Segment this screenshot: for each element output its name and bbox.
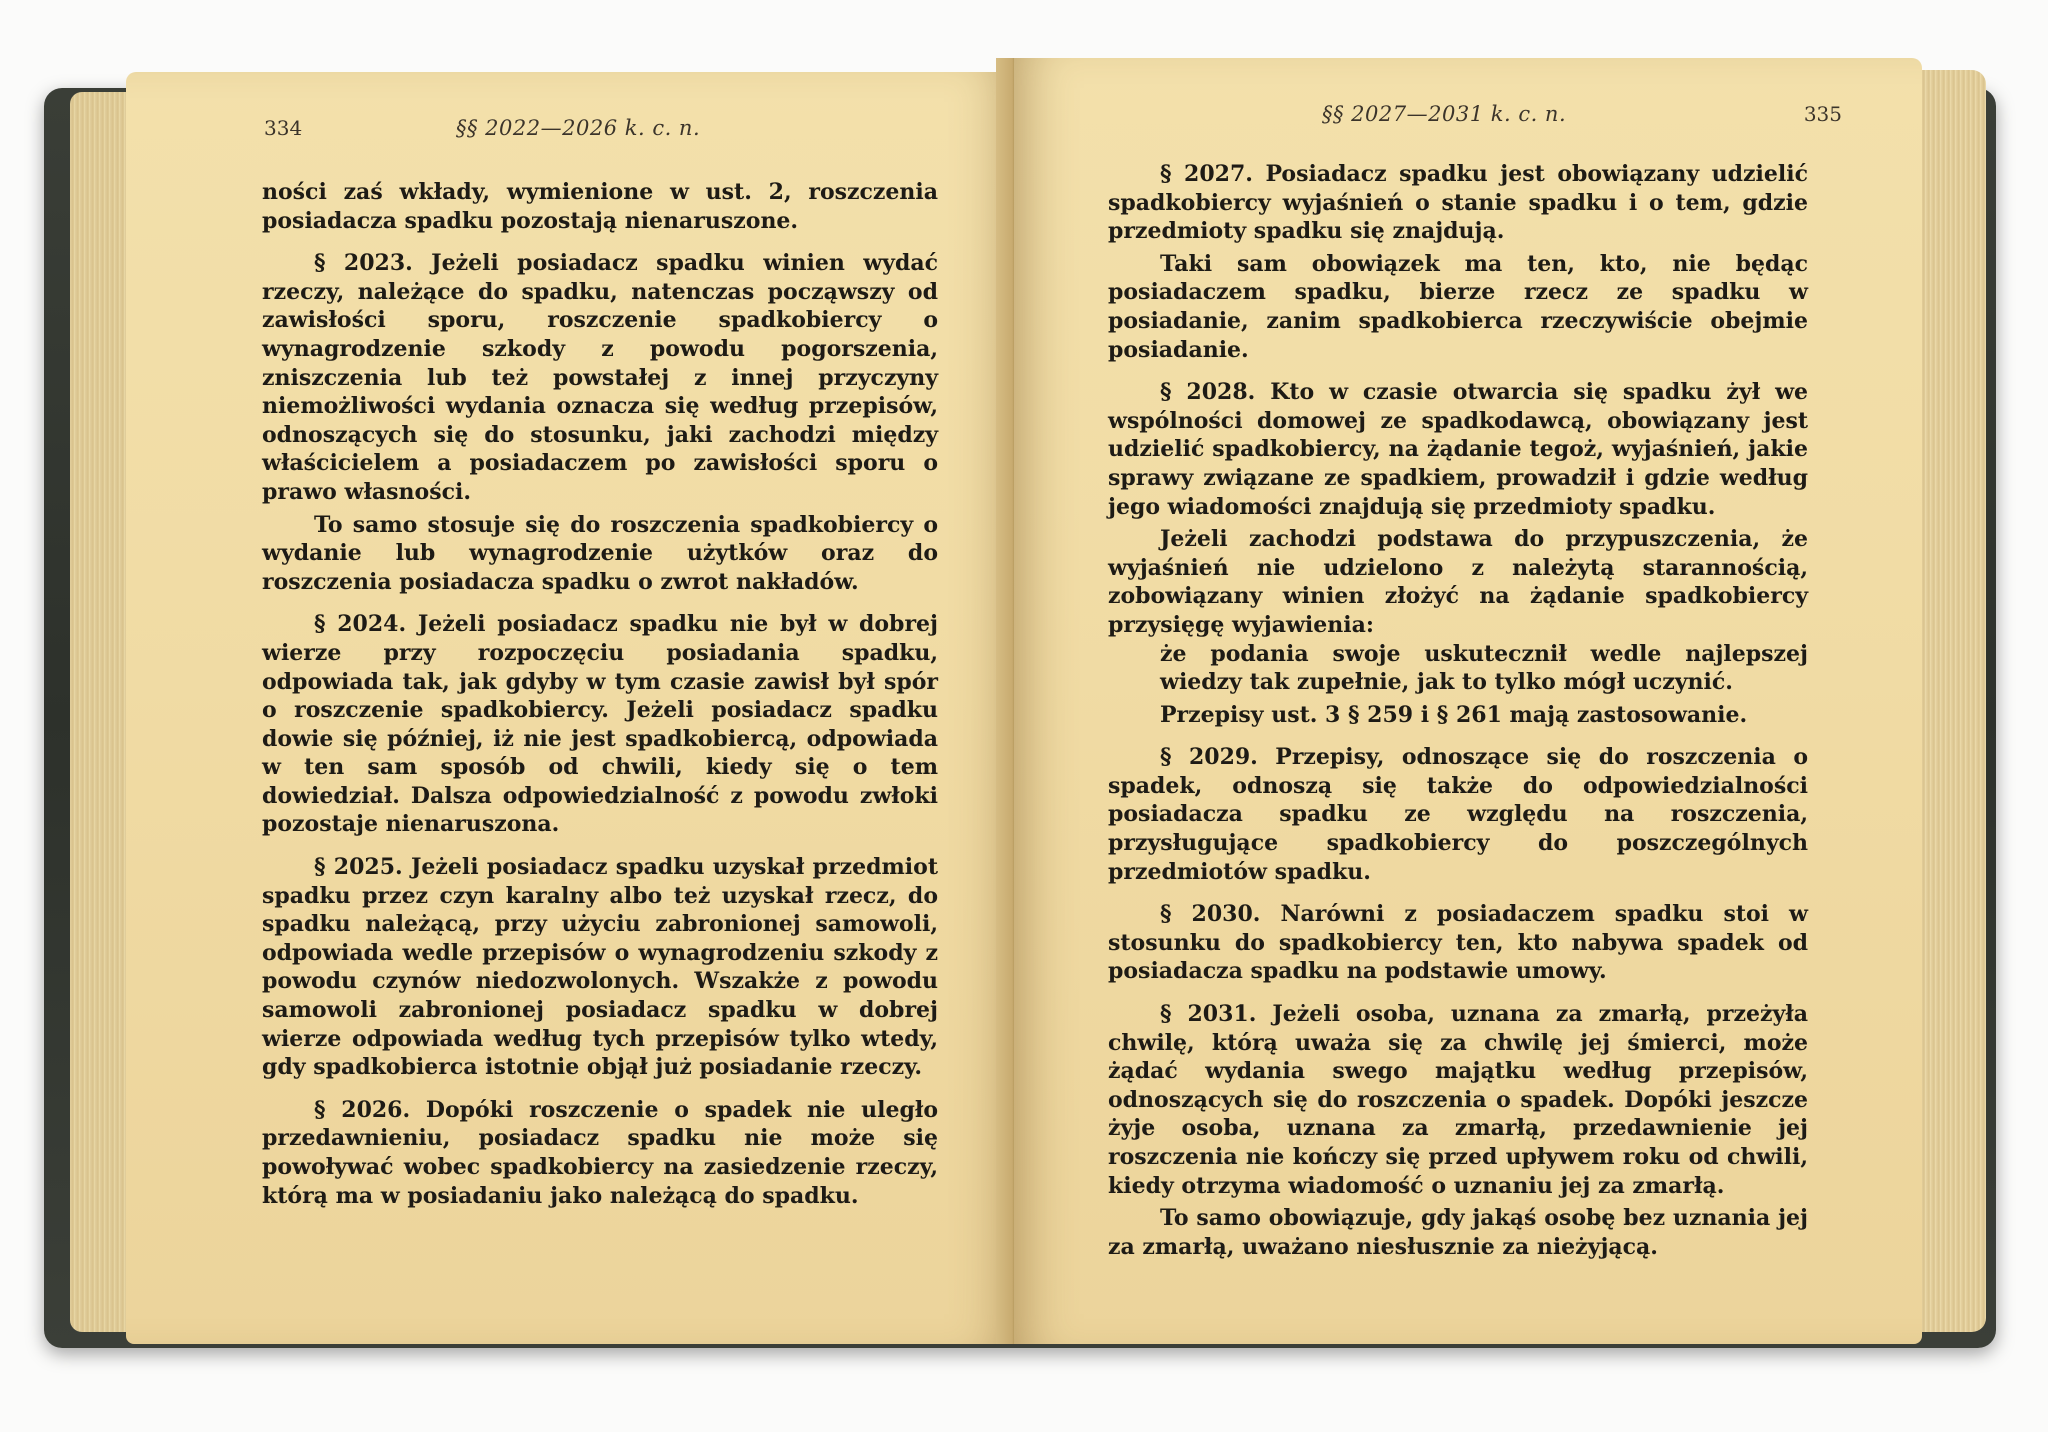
- page-number-left: 334: [264, 116, 303, 140]
- right-page-body: [1108, 160, 1808, 1261]
- left-page-body: [262, 178, 938, 1210]
- running-head-right: §§ 2027—2031 k. c. n.: [1322, 102, 1567, 126]
- left-page: [126, 72, 1014, 1344]
- paragraph: Taki sam obowiązek ma ten, kto, nie będąc posiadaczem spadku, bierze rzecz ze spadku w posiadanie, zanim spadkobierca rzeczywiście obejmie posiadanie.: [1108, 250, 1808, 363]
- section-2024: § 2024. Jeżeli posiadacz spadku nie był w dobrej wierze przy rozpoczęciu posiadania spadku, odpowiada tak, jak gdyby w tym czasie zawisł był spór o roszczenie spadkobiercy. Jeżeli posiadacz spadku dowie się później, iż nie jest spadkobiercą, odpowiada w ten sam sposób od chwili, kiedy się o tem dowiedział. Dalsza odpowiedzialność z powodu zwłoki pozostaje nienaruszona.: [262, 611, 938, 838]
- section-2026: § 2026. Dopóki roszczenie o spadek nie uległo przedawnieniu, posiadacz spadku nie może się powoływać wobec spadkobiercy na zasiedzenie rzeczy, którą ma w posiadaniu jako należącą do spadku.: [262, 1096, 938, 1209]
- left-page-header: [126, 116, 1014, 146]
- right-page-header: [1014, 102, 1922, 132]
- section-2031: § 2031. Jeżeli osoba, uznana za zmarłą, przeżyła chwilę, którą uważa się za chwilę jej śmierci, może żądać wydania swego majątku według przepisów, odnoszących się do roszczenia o spadek. Dopóki jeszcze żyje osoba, uznana za zmarłą, przedawnienie jej roszczenia nie kończy się przed upływem roku od chwili, kiedy otrzyma wiadomość o uznaniu jej za zmarłą.: [1108, 1001, 1808, 1199]
- paragraph: To samo obowiązuje, gdy jakąś osobę bez uznania jej za zmarłą, uważano niesłusznie za nieżyjącą.: [1108, 1205, 1808, 1260]
- page-edges-right: [1916, 70, 1986, 1332]
- section-2025: § 2025. Jeżeli posiadacz spadku uzyskał przedmiot spadku przez czyn karalny albo też uzyskał rzecz, do spadku należącą, przy użyciu zabronionej samowoli, odpowiada wedle przepisów o wynagrodzeniu szkody z powodu czynów niedozwolonych. Wszakże z powodu samowoli zabronionej posiadacz spadku w dobrej wierze odpowiada według tych przepisów tylko wtedy, gdy spadkobierca istotnie objął już posiadanie rzeczy.: [262, 854, 938, 1081]
- paragraph: Jeżeli zachodzi podstawa do przypuszczenia, że wyjaśnień nie udzielono z należytą starannością, zobowiązany winien złożyć na żądanie spadkobiercy przysięgę wyjawienia:: [1108, 526, 1808, 638]
- page-number-right: 335: [1803, 102, 1842, 126]
- section-2029: § 2029. Przepisy, odnoszące się do roszczenia o spadek, odnoszą się także do odpowiedzialności posiadacza spadku ze względu na roszczenia, przysługujące spadkobiercy do poszczególnych przedmiotów spadku.: [1108, 744, 1808, 885]
- section-2023: § 2023. Jeżeli posiadacz spadku winien wydać rzeczy, należące do spadku, natenczas począwszy od zawisłości sporu, roszczenie spadkobiercy o wynagrodzenie szkody z powodu pogorszenia, zniszczenia lub też powstałej z innej przyczyny niemożliwości wydania oznacza się według przepisów, odnoszących się do stosunku, jaki zachodzi między właścicielem a posiadaczem po zawisłości sporu o prawo własności.: [262, 250, 938, 505]
- section-2027: § 2027. Posiadacz spadku jest obowiązany udzielić spadkobiercy wyjaśnień o stanie spadku i o tem, gdzie przedmioty spadku się znajdują.: [1108, 161, 1808, 245]
- right-page: [1014, 58, 1922, 1344]
- paragraph: Przepisy ust. 3 § 259 i § 261 mają zastosowanie.: [1160, 701, 1748, 728]
- oath-formula: że podania swoje uskutecznił wedle najlepszej wiedzy tak zupełnie, jak to tylko mógł uczynić.: [1160, 640, 1808, 696]
- section-2028: § 2028. Kto w czasie otwarcia się spadku żył we wspólności domowej ze spadkodawcą, obowiązany jest udzielić spadkobiercy, na żądanie tegoż, wyjaśnień, jakie sprawy związane ze spadkiem, prowadził i gdzie według jego wiadomości znajdują się przedmioty spadku.: [1108, 379, 1808, 520]
- paragraph: To samo stosuje się do roszczenia spadkobiercy o wydanie lub wynagrodzenie użytków oraz do roszczenia posiadacza spadku o zwrot nakładów.: [262, 511, 938, 595]
- paragraph: ności zaś wkłady, wymienione w ust. 2, roszczenia posiadacza spadku pozostają nienaruszone.: [262, 179, 938, 234]
- section-2030: § 2030. Narówni z posiadaczem spadku stoi w stosunku do spadkobiercy ten, kto nabywa spadek od posiadacza spadku na podstawie umowy.: [1108, 901, 1808, 985]
- running-head-left: §§ 2022—2026 k. c. n.: [456, 116, 701, 140]
